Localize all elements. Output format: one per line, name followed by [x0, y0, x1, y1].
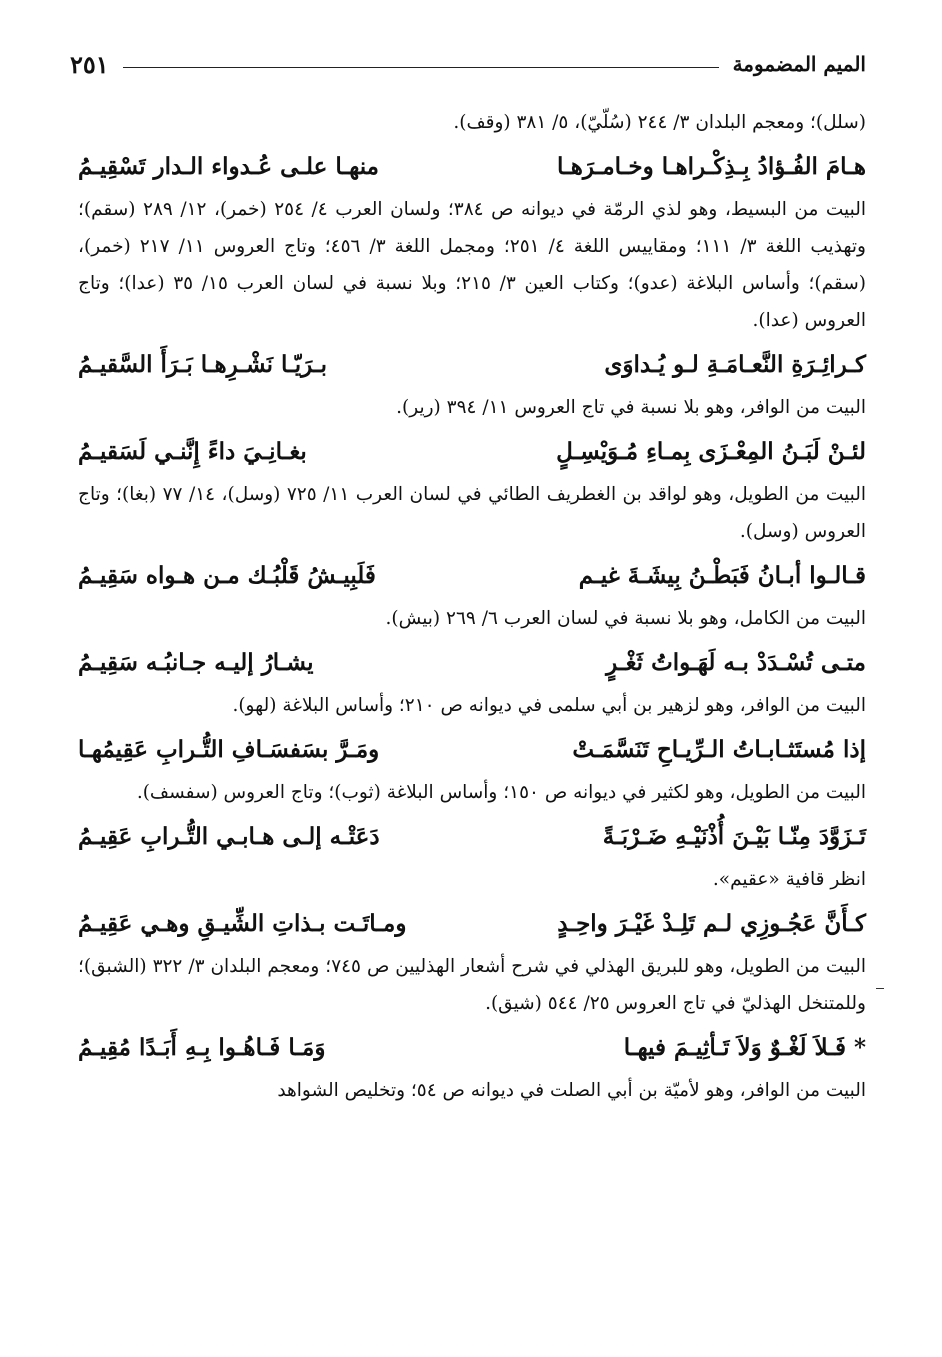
verse-line: [78, 645, 866, 681]
running-header: [70, 44, 866, 84]
citation-note: انظر قافية «عقيم».: [712, 869, 866, 890]
citation-note: البيت من الطويل، وهو لكثير في ديوانه ص ١٥٠؛ وأساس البلاغة (ثوب)؛ وتاج العروس (سفسف).: [136, 782, 866, 803]
verse-entry: [78, 558, 866, 637]
verse-line: [78, 434, 866, 470]
verse-entry: [78, 819, 866, 898]
first-hemistich: تَـزَوَّدَ مِنّـا بَيْـنَ أُذْنَيْـهِ ضَـرْبَـةً: [602, 823, 866, 850]
citation-note: البيت من الوافر، وهو بلا نسبة في تاج العروس ١١/ ٣٩٤ (رير).: [396, 397, 866, 418]
first-hemistich: هـامَ الفُـؤادُ بِـذِكْـراهـا وخـامـرَهـا: [557, 153, 866, 180]
section-title: الميم المضمومة: [732, 52, 866, 76]
second-hemistich: يشـارُ إليـه جـانبُـه سَقِيـمُ: [78, 649, 314, 676]
page-content: [78, 104, 866, 1109]
first-hemistich: متـى تُسْـدَدْ بـه لَهَـواتُ ثَغْـرٍ: [606, 649, 866, 676]
verse-entry: [78, 732, 866, 811]
verse-entry: [78, 645, 866, 724]
margin-mark: [876, 988, 884, 989]
second-hemistich: ومـاتَـت بـذاتِ الشِّيـقِ وهـي عَقِيـمُ: [78, 910, 407, 937]
verse-entry: [78, 347, 866, 426]
second-hemistich: بغـانِـيَ داءً إِنَّنـي لَسَقيـمُ: [78, 438, 307, 465]
verse-line: [78, 149, 866, 185]
citation-note: البيت من الوافر، وهو لزهير بن أبي سلمى في ديوانه ص ٢١٠؛ وأساس البلاغة (لهو).: [232, 695, 866, 716]
citation-note: البيت من الطويل، وهو للبريق الهذلي في شرح أشعار الهذليين ص ٧٤٥؛ ومعجم البلدان ٣/ ٣٢٢ (الشبق)؛ وللمتنخل الهذليّ في تاج العروس ٢٥/ ٥٤٤ (شيق).: [78, 956, 866, 1014]
first-hemistich: كـرائِـرَةِ النَّعـامَـةِ لـو يُـداوَى: [604, 351, 866, 378]
verse-entry: [78, 434, 866, 550]
verse-line: [78, 906, 866, 942]
citation-note: البيت من الوافر، وهو لأميّة بن أبي الصلت في ديوانه ص ٥٤؛ وتخليص الشواهد: [277, 1080, 866, 1101]
second-hemistich: فَلَبِيـشُ قَلْبُـك مـن هـواه سَقِيـمُ: [78, 562, 376, 589]
citation-note: البيت من الطويل، وهو لواقد بن الغطريف الطائي في لسان العرب ١١/ ٧٢٥ (وسل)، ١٤/ ٧٧ (بغا)؛ وتاج العروس (وسل).: [78, 484, 866, 542]
verse-entry: [78, 149, 866, 339]
verse-entry: [78, 1030, 866, 1109]
verse-line: [78, 1030, 866, 1066]
second-hemistich: ومَـرَّ بسَفسَـافِ التُّـرابِ عَقِيمُهـا: [78, 736, 380, 763]
verse-line: [78, 819, 866, 855]
citation-note: البيت من البسيط، وهو لذي الرمّة في ديوانه ص ٣٨٤؛ ولسان العرب ٤/ ٢٥٤ (خمر)، ١٢/ ٢٨٩ (سقم)؛ وتهذيب اللغة ٣/ ١١١؛ ومقاييس اللغة ٤/ ٢٥١؛ ومجمل اللغة ٣/ ٤٥٦؛ وتاج العروس ١١/ ٢١٧ (خمر)، (سقم)؛ وأساس البلاغة (عدو)؛ وكتاب العين ٣/ ٢١٥؛ وبلا نسبة في لسان العرب ١٥/ ٣٥ (عدا)؛ وتاج العروس (عدا).: [78, 199, 866, 331]
second-hemistich: وَمَـا فَـاهُـوا بِـهِ أَبَـدًا مُقِيـمُ: [78, 1034, 326, 1061]
verse-line: [78, 347, 866, 383]
second-hemistich: بـرَيّـا نَشْـرِهـا بَـرَأَ السَّقيـمُ: [78, 351, 327, 378]
verse-line: [78, 732, 866, 768]
page-number: ٢٥١: [70, 49, 109, 79]
header-rule: [123, 67, 719, 68]
first-hemistich: لئـنْ لَبَـنُ المِعْـزَى بِمـاءِ مُـوَيْسِـلٍ: [556, 438, 866, 465]
verse-entry: [78, 906, 866, 1022]
first-hemistich: قـالـوا أبـانُ فَبَطْـنُ بِيشَـةَ غيـم: [578, 562, 866, 589]
first-hemistich: إذا مُستَثـابـاتُ الـرِّيـاحِ تَنَسَّمَـتْ: [572, 736, 866, 763]
second-hemistich: دَعَتْـه إلـى هـابـي التُّـرابِ عَقِيـمُ: [78, 823, 380, 850]
second-hemistich: منهـا علـى عُـدواء الـدار تَسْقِيـمُ: [78, 153, 379, 180]
verse-line: [78, 558, 866, 594]
first-hemistich: كـأَنَّ عَجُـوزِي لـم تَلِـدْ غَيْـرَ واحِـدٍ: [557, 910, 866, 937]
first-hemistich: * فَـلاَ لَغْـوٌ وَلاَ تَـأثِيـمَ فيهـا: [623, 1034, 866, 1061]
continued-reference: (سلل)؛ ومعجم البلدان ٣/ ٢٤٤ (سُلّيّ)، ٥/ ٣٨١ (وقف).: [453, 112, 866, 133]
citation-note: البيت من الكامل، وهو بلا نسبة في لسان العرب ٦/ ٢٦٩ (بيش).: [385, 608, 866, 629]
